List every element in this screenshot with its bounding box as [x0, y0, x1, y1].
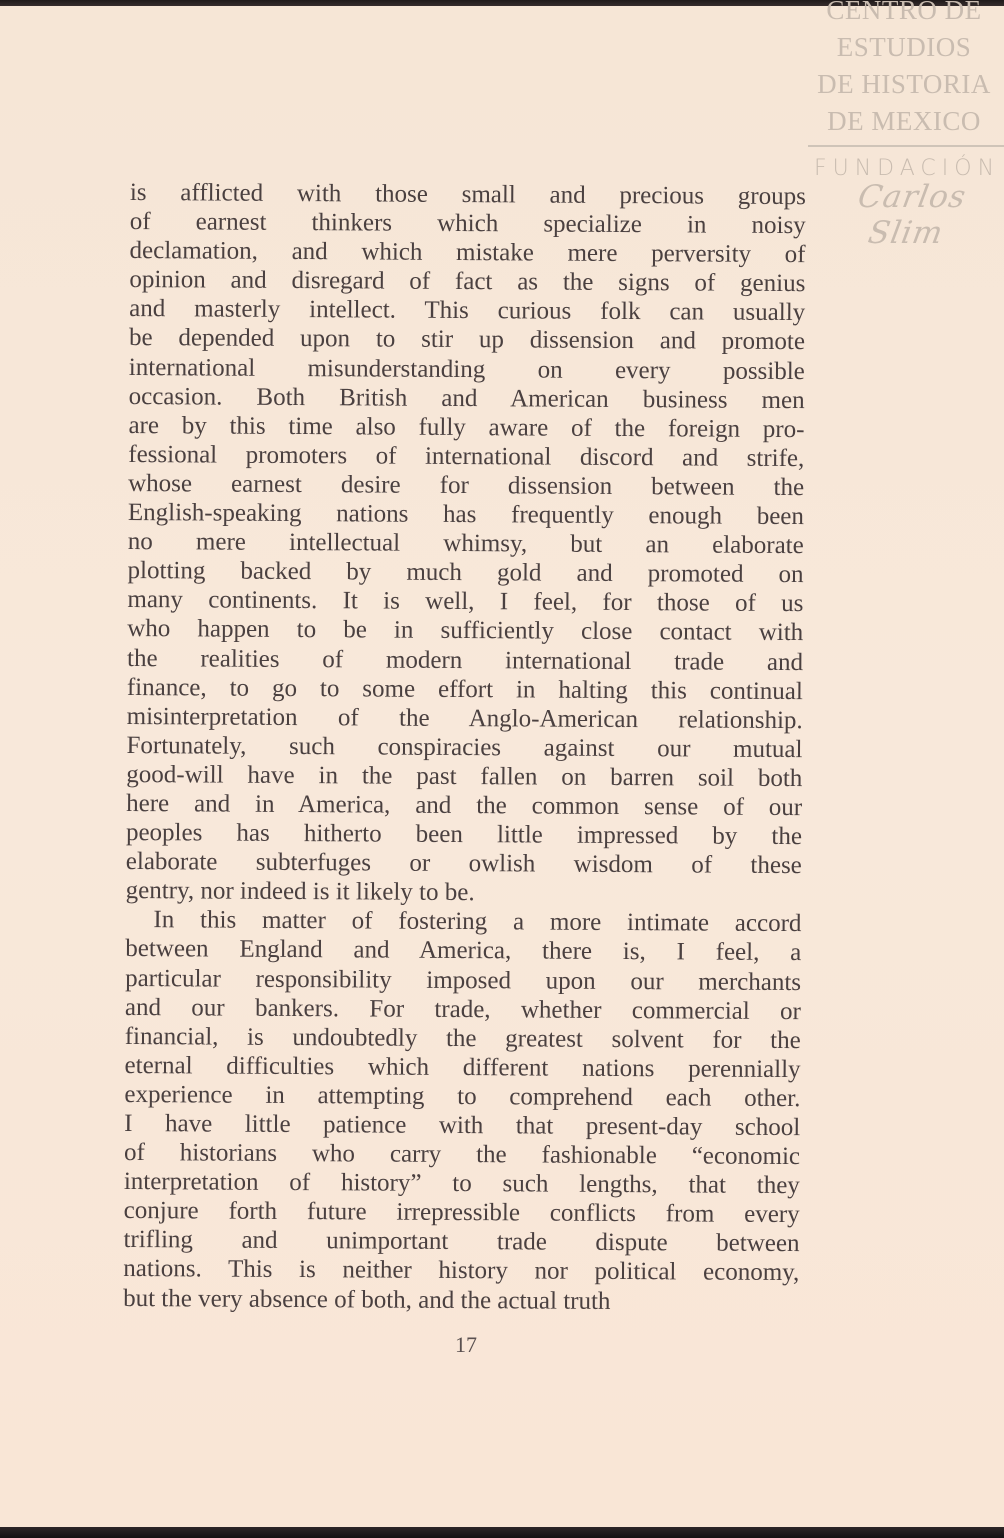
body-text	[123, 178, 806, 1317]
watermark-line: CENTRO DE	[826, 0, 982, 25]
text-line: trifling and unimportant trade dispute between	[123, 1226, 800, 1258]
watermark-foundation-label: FUNDACIÓN	[813, 156, 1001, 181]
text-line: I have little patience with that present-day school	[124, 1109, 801, 1142]
archive-watermark	[804, 0, 1004, 251]
text-line: occasion. Both British and American business men	[128, 382, 805, 414]
watermark-divider	[808, 145, 1004, 147]
text-line: whose earnest desire for dissension between the	[128, 469, 805, 502]
text-line: and our bankers. For trade, whether commercial or	[124, 993, 802, 1025]
watermark-line: ESTUDIOS	[836, 32, 972, 62]
text-line: English-speaking nations has frequently enough been	[127, 499, 805, 531]
text-line: and masterly intellect. This curious folk can usually	[129, 295, 806, 327]
text-line: peoples has hitherto been little impressed by the	[125, 819, 803, 851]
text-line: nations. This is neither history nor political economy,	[123, 1255, 800, 1287]
text-line: good-will have in the past fallen on barren soil both	[126, 760, 803, 792]
text-line: international misunderstanding on every possible	[128, 353, 805, 385]
text-line: are by this time also fully aware of the foreign pro-	[128, 411, 805, 443]
text-line: plotting backed by much gold and promoted on	[127, 557, 804, 589]
text-line: between England and America, there is, I feel, a	[125, 935, 802, 967]
text-line: who happen to be in sufficiently close contact with	[127, 615, 804, 647]
text-line: eternal difficulties which different nations perennially	[124, 1051, 801, 1083]
paragraph-2	[123, 905, 801, 1316]
text-line: misinterpretation of the Anglo-American relationship.	[126, 702, 803, 734]
text-line: of historians who carry the fashionable “economic	[123, 1139, 801, 1171]
text-line: declamation, and which mistake mere perversity of	[129, 237, 806, 269]
text-line: no mere intellectual whimsy, but an elaborate	[127, 528, 804, 560]
text-line: opinion and disregard of fact as the signs of genius	[129, 266, 806, 298]
text-line: the realities of modern international trade and	[126, 644, 804, 676]
text-line: fessional promoters of international discord and strife,	[128, 440, 805, 472]
text-line: conjure forth future irrepressible conflicts from every	[123, 1197, 800, 1229]
text-line: finance, to go to some effort in halting this continual	[126, 673, 803, 705]
text-line: is afflicted with those small and precious groups	[129, 178, 806, 211]
scan-bottom-edge	[0, 1527, 1004, 1538]
paragraph-1	[126, 178, 806, 909]
text-line: but the very absence of both, and the actual truth	[123, 1284, 611, 1315]
text-line: of earnest thinkers which specialize in noisy	[129, 208, 806, 240]
text-line: elaborate subterfuges or owlish wisdom of these	[125, 848, 802, 880]
text-line: experience in attempting to comprehend each other.	[124, 1080, 801, 1113]
text-line: gentry, nor indeed is it likely to be.	[125, 877, 475, 907]
text-line: In this matter of fostering a more intimate accord	[153, 906, 802, 938]
text-line: here and in America, and the common sense of our	[126, 789, 803, 822]
text-line: particular responsibility imposed upon our merchants	[125, 964, 802, 996]
page-number: 17	[455, 1332, 477, 1357]
watermark-line: DE HISTORIA	[817, 69, 991, 99]
text-line: interpretation of history” to such lengths, that they	[123, 1168, 800, 1200]
watermark-signature: Carlos Slim	[855, 179, 970, 251]
watermark-line: DE MEXICO	[827, 106, 981, 136]
text-line: financial, is undoubtedly the greatest solvent for the	[124, 1022, 801, 1054]
text-line: many continents. It is well, I feel, for those of us	[127, 586, 804, 618]
text-line: Fortunately, such conspiracies against our mutual	[126, 731, 803, 763]
text-line: be depended upon to stir up dissension and promote	[128, 324, 806, 356]
